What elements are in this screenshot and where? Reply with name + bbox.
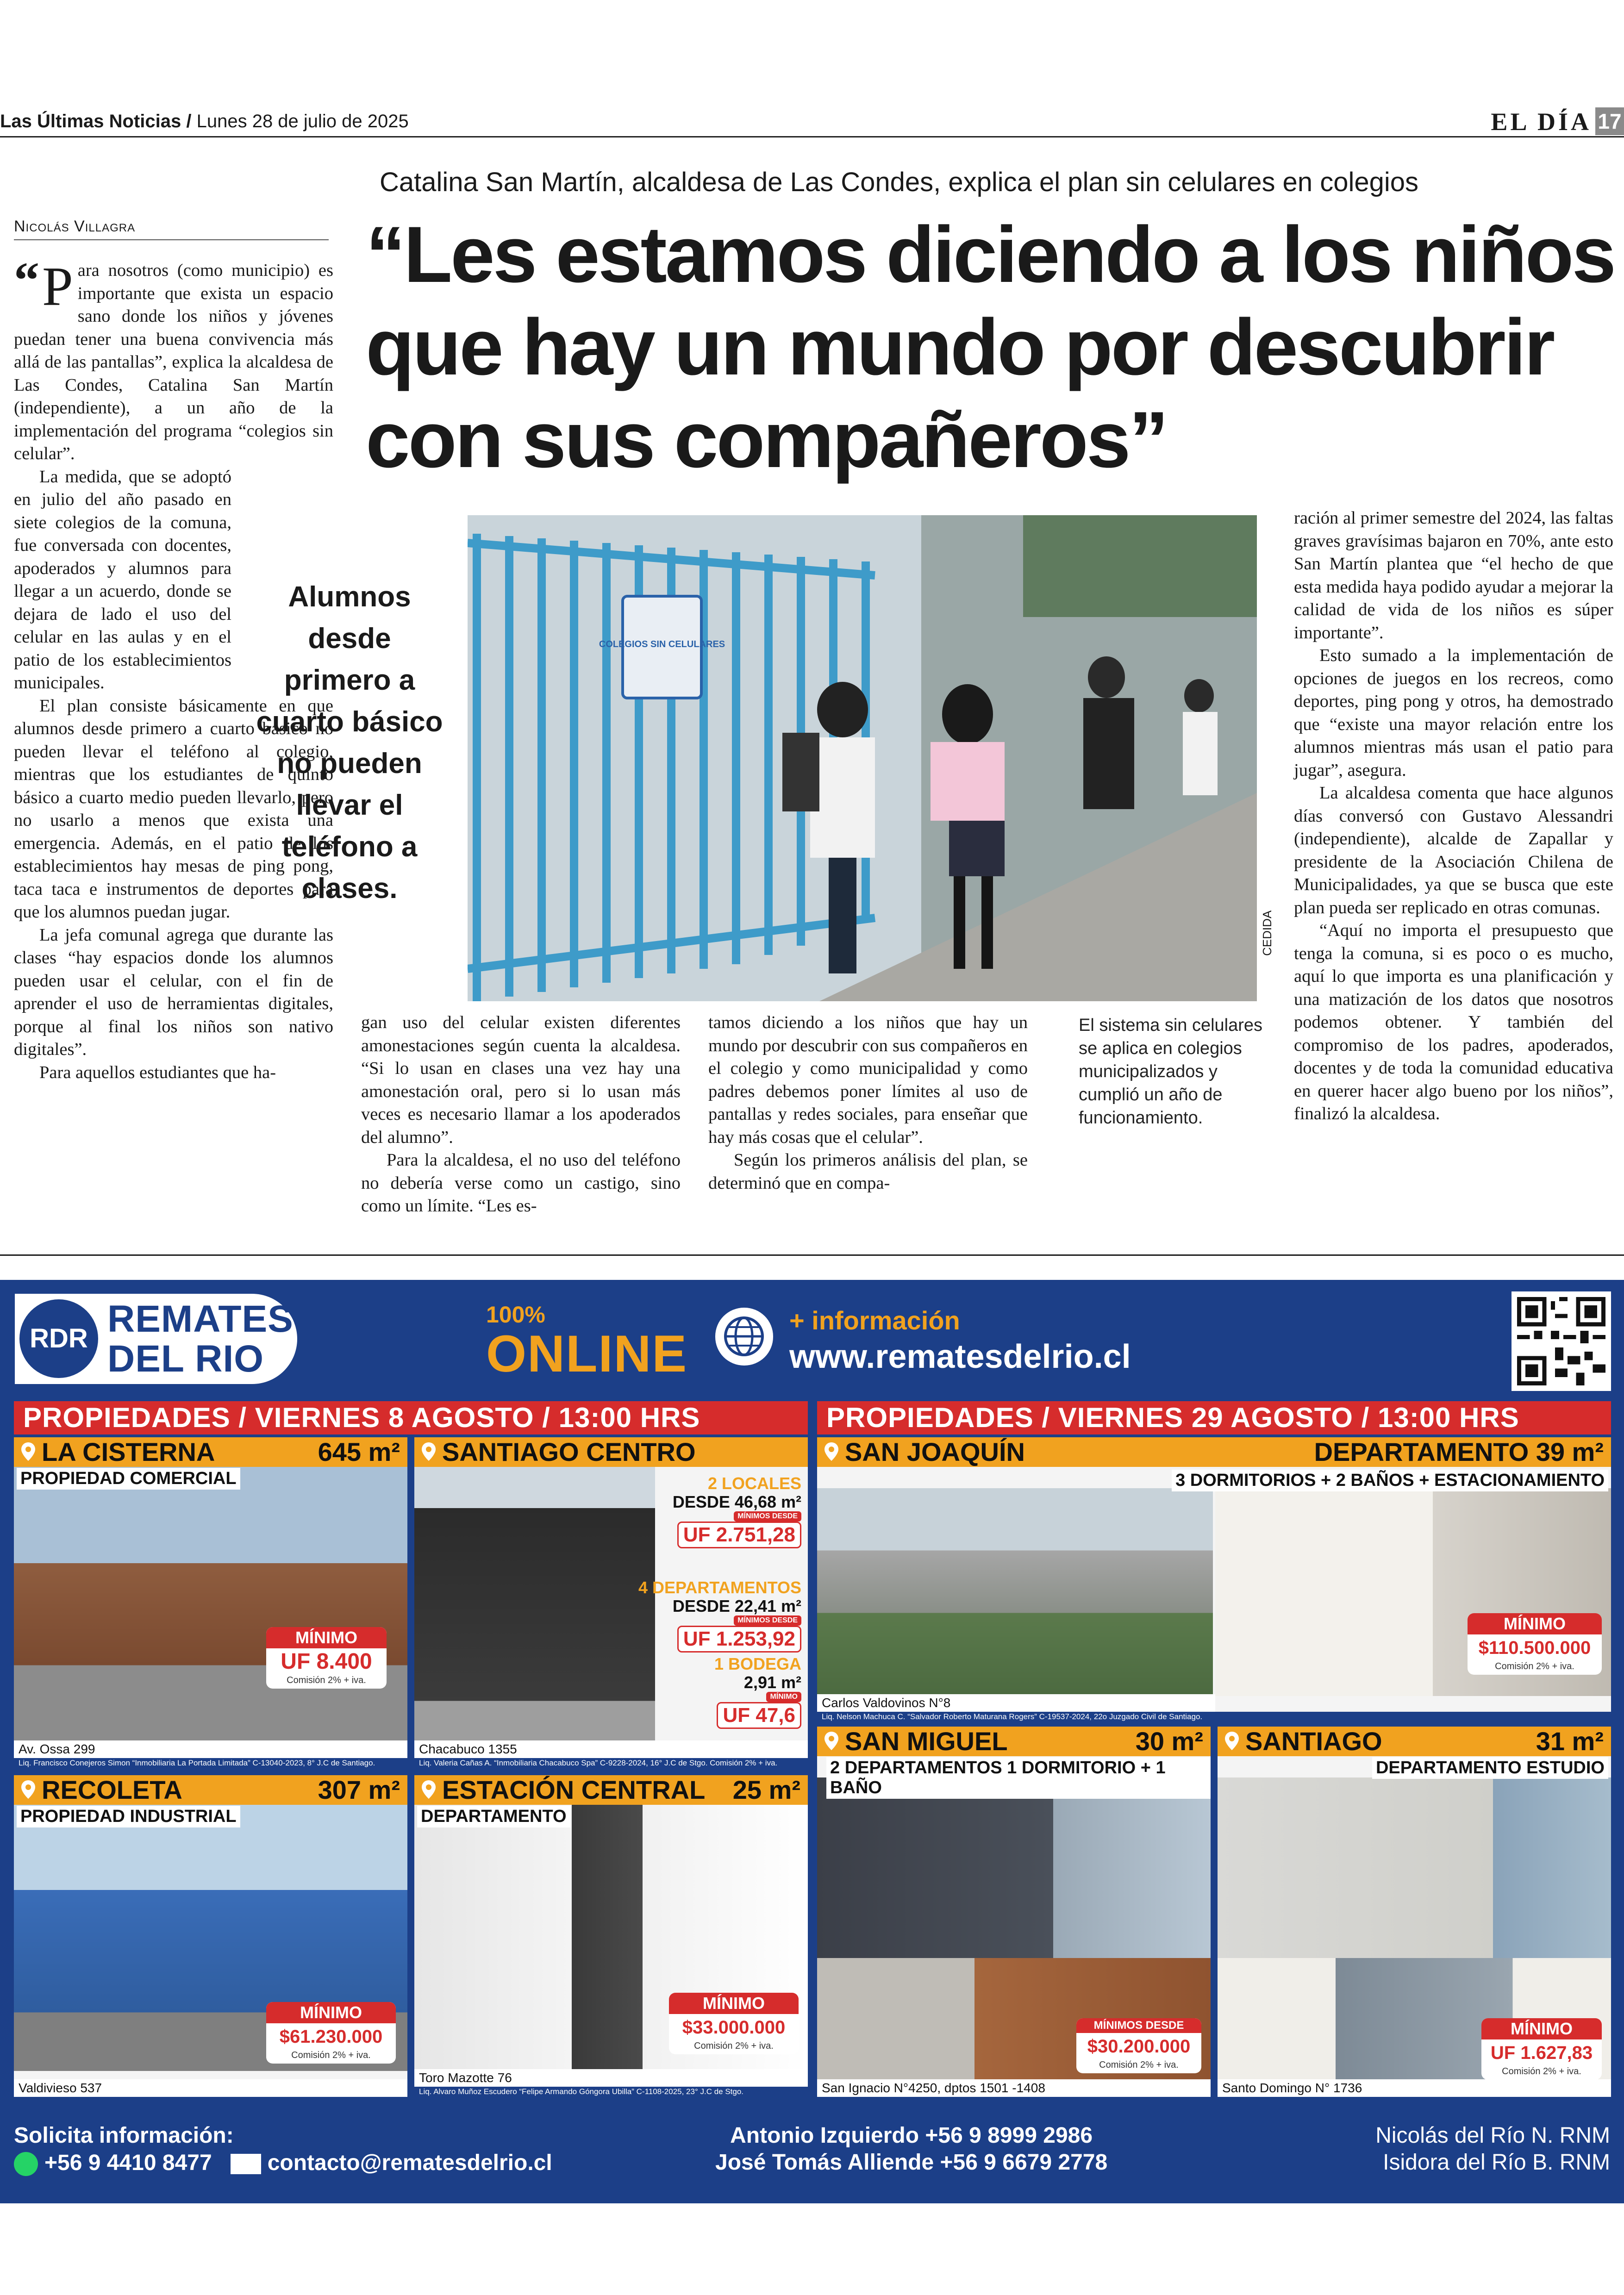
paragraph: “Aquí no importa el presupuesto que tenga la comuna, si es poco o es mucho, aquí lo que importa es una planificación y una matización de los datos que nosotros podemos obtener. Y también del compromiso de los padres, apoderados, docentes y de toda la comunidad educativa en querer hacer algo bueno por los niños”, finalizó la alcaldesa. <box>1294 921 1613 1123</box>
paragraph: Para la alcaldesa, el no uso del teléfono no debería verse como un castigo, sino como un límite. “Les es- <box>361 1150 681 1216</box>
paragraph: gan uso del celular existen diferentes amonestaciones según cuenta la alcaldesa. “Si lo usan en clases una vez hay una amonestación oral, pero si lo usan más veces es necesario llamar a los apoderados del alumno”. <box>361 1013 681 1147</box>
issue-date: Lunes 28 de julio de 2025 <box>196 111 409 131</box>
more-info-label: + información <box>789 1306 960 1335</box>
logo-line-1: REMATES <box>107 1298 294 1340</box>
masthead-separator: / <box>181 111 197 131</box>
listing-type: DEPARTAMENTO ESTUDIO <box>1372 1757 1608 1779</box>
listing-legal-note: Liq. Nelson Machuca C. “Salvador Roberto Maturana Rogers” C-19537-2024, 22o Juzgado Civil de Santiago. <box>817 1712 1611 1722</box>
listing-price-box <box>266 1627 387 1689</box>
drop-quote: “ <box>14 252 39 308</box>
listing-city: SAN JOAQUÍN <box>845 1437 1025 1466</box>
lot-detail: 2,91 m² <box>743 1673 801 1692</box>
listing-size: 31 m² <box>1536 1727 1604 1756</box>
article-column-3 <box>708 1011 1028 1195</box>
more-info <box>789 1305 1131 1378</box>
article-headline: “Les estamos diciendo a los niños que hay un mundo por descubrir con sus compañeros” <box>366 210 1615 484</box>
paragraph-text: ara nosotros (como municipio) es importante que exista un espacio sano <box>77 261 333 326</box>
paragraph: El plan consiste básicamente en que alumnos desde primero a cuarto básico no pueden llevar el teléfono al colegio, mientras que los estudiantes de quinto básico a cuarto medio pueden llevarlo, pero no usarlo a menos que exista una emergencia. Además, en el patio de los establecimientos hay mesas de ping pong, taca taca e instrumentos de deportes para que los alumnos puedan jugar. <box>14 696 333 922</box>
listing-photo <box>414 1467 655 1742</box>
paragraph: La medida, que se adoptó en julio del año pasado en siete colegios de la comuna, fue conversada con docentes, apoderados y alumnos para llegar a un acuerdo, donde se dejara de lado el uso del celular en las aulas y en el patio de los establecimientos municipales. <box>14 467 231 692</box>
listing-size: 30 m² <box>1135 1727 1203 1756</box>
listing-city: LA CISTERNA <box>42 1437 215 1466</box>
price-value: UF 8.400 <box>281 1649 372 1674</box>
listing-legal-note: Liq. Francisco Conejeros Simon “Inmobiliaria La Portada Limitada” C-13040-2023, 8° J.C de Santiago. <box>14 1758 407 1768</box>
listing-price-box <box>266 2002 396 2064</box>
listing-address: Santo Domingo N° 1736 <box>1218 2079 1611 2097</box>
logo-mark: RDR <box>19 1299 98 1378</box>
paragraph: tamos diciendo a los niños que hay un mundo por descubrir con sus compañeros en el colegio y como municipalidad y como padres debemos poner límites al uso de pantallas y redes sociales, para enseñar que hay más cosas que el celular”. <box>708 1013 1028 1147</box>
location-pin-icon <box>20 1779 36 1800</box>
commission-note: Comisión 2% + iva. <box>1099 2060 1179 2070</box>
lot-title: 2 LOCALES <box>707 1474 801 1493</box>
masthead-rule <box>0 136 1624 137</box>
commission-note: Comisión 2% + iva. <box>1502 2066 1581 2077</box>
commission-note: Comisión 2% + iva. <box>694 2041 774 2051</box>
commission-note: Comisión 2% + iva. <box>291 2050 371 2060</box>
listing-size: 307 m² <box>318 1775 400 1804</box>
price-label: MÍNIMO <box>1481 2018 1602 2039</box>
listing-address: Valdivieso 537 <box>14 2079 407 2097</box>
lot-detail: DESDE 22,41 m² <box>672 1597 801 1615</box>
listing-city: RECOLETA <box>42 1775 182 1804</box>
whatsapp-icon <box>14 2152 38 2176</box>
article-divider <box>0 1254 1624 1256</box>
listing-photo <box>1218 1777 1611 1958</box>
contact-block <box>14 2122 552 2177</box>
listing-type: DEPARTAMENTO <box>417 1806 570 1827</box>
paragraph: Según los primeros análisis del plan, se determinó que en compa- <box>708 1150 1028 1193</box>
paragraph-text: donde los niños y jóvenes puedan tener una buena convivencia más allá de las pantallas”, explica la alcaldesa de Las Condes, Catalina San Martín (independiente), a un año de la implementación del programa “colegios sin celular”. <box>14 306 334 463</box>
listing-santiago[interactable] <box>1218 1727 1611 2097</box>
globe-icon <box>715 1308 773 1366</box>
listing-header <box>817 1727 1211 1756</box>
listing-address: Chacabuco 1355 <box>414 1740 808 1758</box>
remates-del-rio-ad <box>0 1280 1624 2203</box>
qr-code[interactable] <box>1512 1291 1611 1391</box>
online-label: ONLINE <box>486 1325 688 1383</box>
article-photo <box>468 515 1257 1001</box>
listing-la-cisterna[interactable] <box>14 1437 407 1768</box>
photo-caption: El sistema sin celulares se aplica en colegios municipalizados y cumplió un año de funcionamiento. <box>1079 1016 1263 1128</box>
location-pin-icon <box>421 1441 437 1462</box>
lot-min-label: MÍNIMOS DESDE <box>734 1511 801 1522</box>
listing-photo <box>817 1488 1213 1696</box>
lot-departamentos <box>638 1578 801 1653</box>
listing-type: 2 DEPARTAMENTOS 1 DORMITORIO + 1 BAÑO <box>826 1757 1211 1799</box>
agent-line[interactable]: José Tomás Alliende +56 9 6679 2778 <box>715 2150 1108 2175</box>
logo-line-2: DEL RIO <box>107 1338 264 1380</box>
lot-min-label: MÍNIMOS DESDE <box>734 1615 801 1626</box>
price-label: MÍNIMO <box>266 1627 387 1648</box>
online-percent: 100% <box>486 1302 545 1328</box>
listing-header <box>14 1775 407 1805</box>
masthead-info <box>0 111 409 132</box>
commission-note: Comisión 2% + iva. <box>1495 1661 1574 1671</box>
lot-value: UF 2.751,28 <box>677 1522 801 1548</box>
price-label: MÍNIMO <box>1468 1613 1602 1634</box>
listing-san-joaquin[interactable] <box>817 1437 1611 1722</box>
paragraph: ración al primer semestre del 2024, las faltas graves gravísimas bajaron en 70%, ante esto San Martín plantea que “el hecho de que esta medida haya podido ayudar a mejorar la calidad de vida de los niños es súper importante”. <box>1294 508 1613 642</box>
location-pin-icon <box>824 1731 839 1751</box>
listing-header <box>1218 1727 1611 1756</box>
listing-city: ESTACIÓN CENTRAL <box>442 1775 706 1804</box>
listing-price-box <box>1468 1613 1602 1675</box>
location-pin-icon <box>421 1779 437 1800</box>
listing-santiago-centro[interactable] <box>414 1437 808 1768</box>
website-link[interactable]: www.rematesdelrio.cl <box>789 1338 1131 1375</box>
page-number: 17 <box>1595 107 1624 135</box>
agent-line[interactable]: Antonio Izquierdo +56 9 8999 2986 <box>730 2123 1093 2148</box>
price-value: $61.230.000 <box>279 2027 383 2047</box>
lot-value: UF 1.253,92 <box>677 1626 801 1653</box>
article-column-2 <box>361 1011 681 1218</box>
listing-type: 3 DORMITORIOS + 2 BAÑOS + ESTACIONAMIENTO <box>1172 1470 1608 1491</box>
contact-email[interactable]: contacto@rematesdelrio.cl <box>267 2151 552 2175</box>
price-value: $110.500.000 <box>1478 1638 1591 1658</box>
lot-min-label: MÍNIMO <box>766 1692 801 1702</box>
listing-address: Carlos Valdovinos N°8 <box>817 1694 1215 1712</box>
listing-type: PROPIEDAD COMERCIAL <box>17 1468 240 1490</box>
article-kicker: Catalina San Martín, alcaldesa de Las Condes, explica el plan sin celulares en colegios <box>380 167 1418 197</box>
commission-note: Comisión 2% + iva. <box>287 1675 366 1685</box>
listing-estacion-central[interactable] <box>414 1775 808 2097</box>
contact-line <box>14 2149 552 2177</box>
listing-size: DEPARTAMENTO 39 m² <box>1314 1437 1604 1466</box>
listing-legal-note: Liq. Alvaro Muñoz Escudero “Felipe Armando Góngora Ubilla” C-1108-2025, 23° J.C de Stgo. <box>414 2087 808 2097</box>
listing-address: Toro Mazotte 76 <box>414 2069 808 2087</box>
auction-band-aug-8: PROPIEDADES / VIERNES 8 AGOSTO / 13:00 HRS <box>14 1401 808 1434</box>
paragraph: La jefa comunal agrega que durante las clases “hay espacios donde los alumnos pueden usar el celular, con el fin de aprender el uso de herramientas digitales, porque al final los niños son nativo digitales”. <box>14 925 333 1059</box>
drop-cap: P <box>42 256 73 317</box>
contact-label: Solicita información: <box>14 2123 234 2148</box>
location-pin-icon <box>824 1441 839 1462</box>
listing-price-box <box>1481 2018 1602 2080</box>
price-label: MÍNIMOS DESDE <box>1076 2018 1201 2033</box>
article-column-4 <box>1294 507 1613 1126</box>
location-pin-icon <box>1224 1731 1240 1751</box>
section-name: EL DÍA <box>1491 108 1592 136</box>
email-icon <box>231 2154 261 2174</box>
rnm-line: Isidora del Río B. RNM <box>1383 2150 1610 2175</box>
paper-name: Las Últimas Noticias <box>0 111 181 131</box>
listing-type: PROPIEDAD INDUSTRIAL <box>17 1806 240 1827</box>
price-value: $30.200.000 <box>1087 2036 1191 2057</box>
lot-locales <box>673 1474 801 1548</box>
rnm-line: Nicolás del Río N. RNM <box>1375 2123 1610 2148</box>
listing-address: Av. Ossa 299 <box>14 1740 407 1758</box>
online-badge <box>486 1301 688 1383</box>
listing-header <box>414 1775 808 1805</box>
listing-legal-note: Liq. Valeria Cañas A. “Inmobiliaria Chacabuco Spa” C-9228-2024, 16° J.C de Stgo. Comisión 2% + iva. <box>414 1758 808 1768</box>
lot-value: UF 47,6 <box>717 1702 801 1729</box>
lot-bodega <box>714 1655 801 1729</box>
listing-size: 25 m² <box>732 1775 800 1804</box>
paragraph: La alcaldesa comenta que hace algunos días conversó con Gustavo Alessandri (independiente), alcalde de Zapallar y presidente de la Asociación Chilena de Municipalidades, ya que se busca que este plan pueda ser replicado en otras comunas. <box>1294 783 1613 917</box>
paragraph <box>14 252 334 466</box>
auction-band-aug-29: PROPIEDADES / VIERNES 29 AGOSTO / 13:00 HRS <box>817 1401 1611 1434</box>
listing-city: SAN MIGUEL <box>845 1727 1008 1756</box>
rdr-logo <box>15 1294 297 1384</box>
listing-price-box <box>1076 2018 1201 2073</box>
listing-header <box>414 1437 808 1467</box>
pull-quote: Alumnos desde primero a cuarto básico no pueden llevar el teléfono a clases. <box>256 581 443 904</box>
paragraph: Para aquellos estudiantes que ha- <box>39 1062 276 1082</box>
lot-title: 4 DEPARTAMENTOS <box>638 1578 801 1597</box>
listing-price-box <box>669 1993 799 2054</box>
listing-photo <box>817 1777 1211 1958</box>
listing-city: SANTIAGO CENTRO <box>442 1437 696 1466</box>
lot-detail: DESDE 46,68 m² <box>672 1492 801 1511</box>
masthead <box>0 107 1624 136</box>
listing-recoleta[interactable] <box>14 1775 407 2097</box>
photo-sign-text: COLEGIOS SIN CELULARES <box>599 639 725 649</box>
location-pin-icon <box>20 1441 36 1462</box>
listing-header <box>817 1437 1611 1467</box>
paragraph: Esto sumado a la implementación de opciones de juegos en los recreos, como deportes, ping pong y otros, ha demostrado que “existe una mayor relación entre los alumnos mientras más usan el patio para jugar”, asegura. <box>1294 646 1613 780</box>
contact-phone[interactable]: +56 9 4410 8477 <box>44 2151 212 2175</box>
logo-text <box>107 1299 294 1379</box>
article-byline: Nicolás Villagra <box>14 218 329 240</box>
agents-block <box>715 2122 1107 2176</box>
listing-city: SANTIAGO <box>1245 1727 1382 1756</box>
lot-title: 1 BODEGA <box>714 1654 801 1673</box>
listing-san-miguel[interactable] <box>817 1727 1211 2097</box>
school-gate-image <box>468 515 1257 1001</box>
photo-credit: CEDIDA <box>1260 910 1274 956</box>
rnm-block <box>1375 2122 1610 2176</box>
price-label: MÍNIMO <box>669 1993 799 2014</box>
price-label: MÍNIMO <box>266 2002 396 2023</box>
listing-address: San Ignacio N°4250, dptos 1501 -1408 <box>817 2079 1211 2097</box>
listing-header <box>14 1437 407 1467</box>
price-value: UF 1.627,83 <box>1490 2043 1593 2063</box>
listing-photo <box>14 1467 407 1742</box>
listing-size: 645 m² <box>318 1437 400 1466</box>
price-value: $33.000.000 <box>682 2017 786 2038</box>
